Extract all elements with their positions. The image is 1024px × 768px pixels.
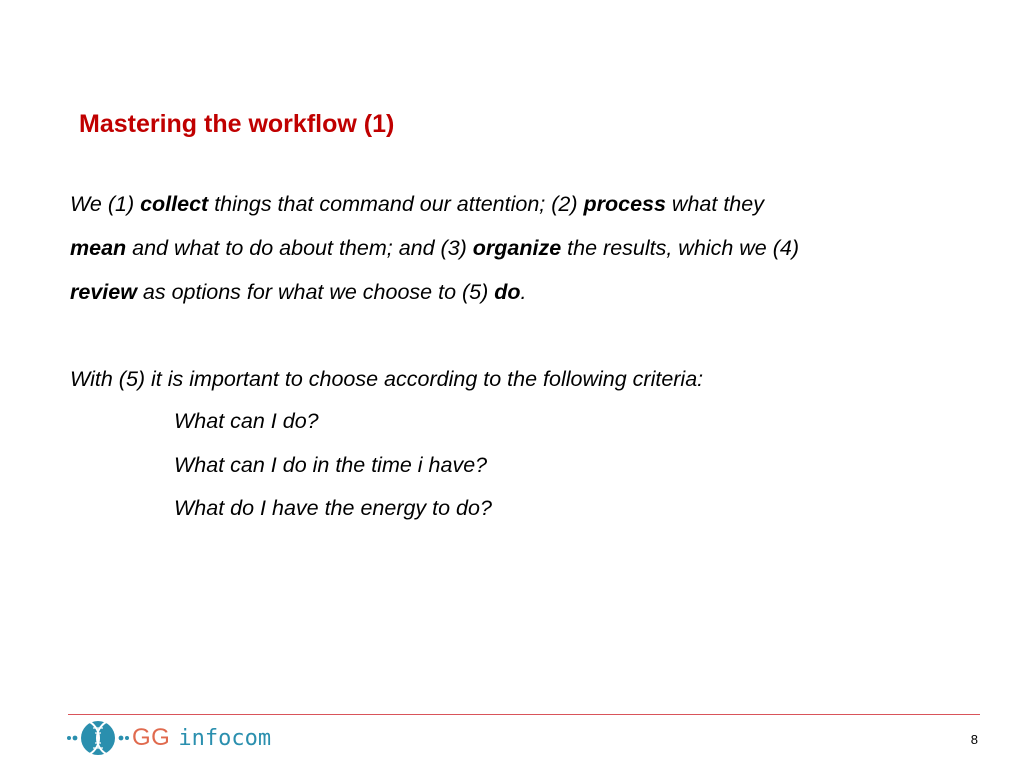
keyword-process: process	[583, 192, 666, 216]
logo-text-gg: GG	[132, 724, 171, 751]
criteria-item: What can I do?	[174, 409, 319, 433]
text-segment: We (1)	[70, 192, 141, 216]
paragraph-workflow	[70, 182, 970, 314]
paragraph-criteria-intro: With (5) it is important to choose according to the following criteria:	[70, 367, 704, 391]
text-segment: as options for what we choose to (5)	[136, 280, 495, 304]
text-segment: .	[520, 280, 527, 304]
text-segment: what they	[665, 192, 764, 216]
keyword-mean: mean	[70, 236, 127, 260]
keyword-review: review	[70, 280, 137, 304]
text-segment: and what to do about them; and (3)	[126, 236, 473, 260]
paragraph-line-3	[70, 270, 527, 314]
keyword-collect: collect	[140, 192, 209, 216]
dna-helix-icon	[66, 718, 130, 758]
paragraph-line-1	[70, 182, 764, 226]
text-segment: things that command our attention; (2)	[208, 192, 584, 216]
page-number: 8	[970, 732, 978, 747]
criteria-item: What can I do in the time i have?	[174, 453, 488, 477]
keyword-organize: organize	[472, 236, 562, 260]
slide-title: Mastering the workflow (1)	[79, 110, 395, 138]
logo-text-infocom: infocom	[178, 725, 272, 751]
criteria-item: What do I have the energy to do?	[174, 496, 492, 520]
footer-divider	[68, 714, 980, 715]
keyword-do: do	[494, 280, 521, 304]
text-segment: the results, which we (4)	[561, 236, 799, 260]
company-logo	[66, 718, 271, 758]
paragraph-line-2	[70, 226, 799, 270]
